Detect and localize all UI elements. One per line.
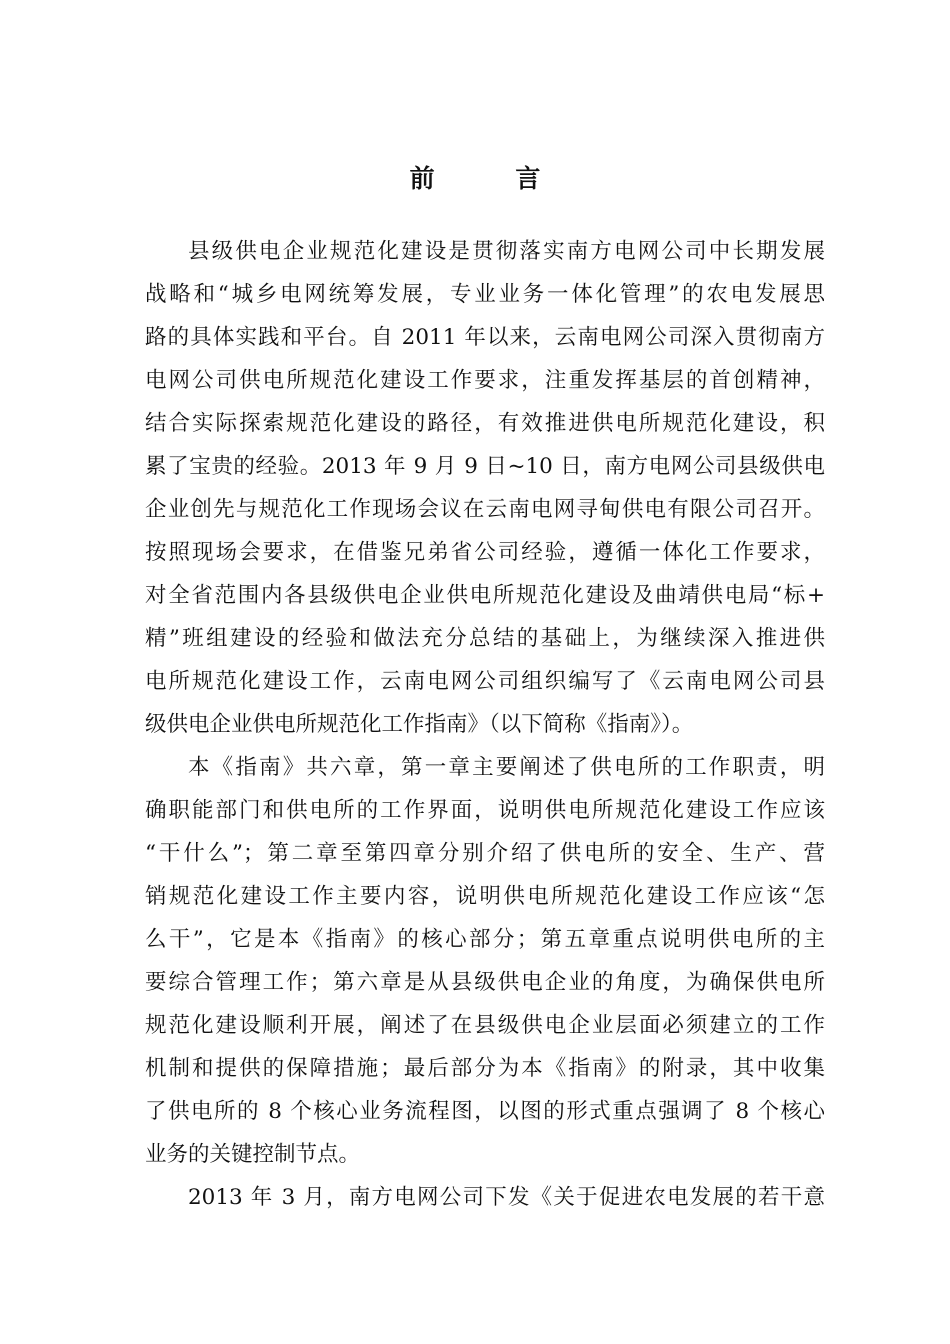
paragraph-line: 结合实际探索规范化建设的路径，有效推进供电所规范化建设，积 <box>145 411 825 436</box>
paragraph-line: 本《指南》共六章，第一章主要阐述了供电所的工作职责，明 <box>188 755 825 780</box>
paragraph-line: 按照现场会要求，在借鉴兄弟省公司经验，遵循一体化工作要求， <box>145 540 825 565</box>
paragraph-line: 对全省范围内各县级供电企业供电所规范化建设及曲靖供电局“标+ <box>145 583 825 608</box>
paragraph-line: 企业创先与规范化工作现场会议在云南电网寻甸供电有限公司召开。 <box>145 497 825 522</box>
paragraph-line: “干什么”；第二章至第四章分别介绍了供电所的安全、生产、营 <box>145 841 825 866</box>
paragraph-line: 销规范化建设工作主要内容，说明供电所规范化建设工作应该“怎 <box>145 884 825 909</box>
paragraph-line: 电所规范化建设工作，云南电网公司组织编写了《云南电网公司县 <box>145 669 825 694</box>
paragraph-line: 级供电企业供电所规范化工作指南》（以下简称《指南》）。 <box>145 712 694 737</box>
paragraph-line: 了供电所的 8 个核心业务流程图，以图的形式重点强调了 8 个核心 <box>145 1099 825 1124</box>
paragraph-line: 精”班组建设的经验和做法充分总结的基础上，为继续深入推进供 <box>145 626 825 651</box>
paragraph-line: 累了宝贵的经验。2013 年 9 月 9 日~10 日，南方电网公司县级供电 <box>145 454 825 479</box>
paragraph-line: 业务的关键控制节点。 <box>145 1142 361 1167</box>
paragraph-line: 规范化建设顺利开展，阐述了在县级供电企业层面必须建立的工作 <box>145 1013 825 1038</box>
paragraph-line: 要综合管理工作；第六章是从县级供电企业的角度，为确保供电所 <box>145 970 825 995</box>
paragraph-line: 确职能部门和供电所的工作界面，说明供电所规范化建设工作应该 <box>145 798 825 823</box>
paragraph-line: 电网公司供电所规范化建设工作要求，注重发挥基层的首创精神， <box>145 368 825 393</box>
paragraph-line: 战略和“城乡电网统筹发展，专业业务一体化管理”的农电发展思 <box>145 282 825 307</box>
page-title: 前 言 <box>409 164 577 193</box>
paragraph-line: 路的具体实践和平台。自 2011 年以来，云南电网公司深入贯彻南方 <box>145 325 825 350</box>
paragraph-line: 么干”，它是本《指南》的核心部分；第五章重点说明供电所的主 <box>145 927 825 952</box>
paragraph-line: 2013 年 3 月，南方电网公司下发《关于促进农电发展的若干意 <box>188 1185 825 1210</box>
paragraph-line: 县级供电企业规范化建设是贯彻落实南方电网公司中长期发展 <box>188 239 825 264</box>
paragraph-line: 机制和提供的保障措施；最后部分为本《指南》的附录，其中收集 <box>145 1056 825 1081</box>
